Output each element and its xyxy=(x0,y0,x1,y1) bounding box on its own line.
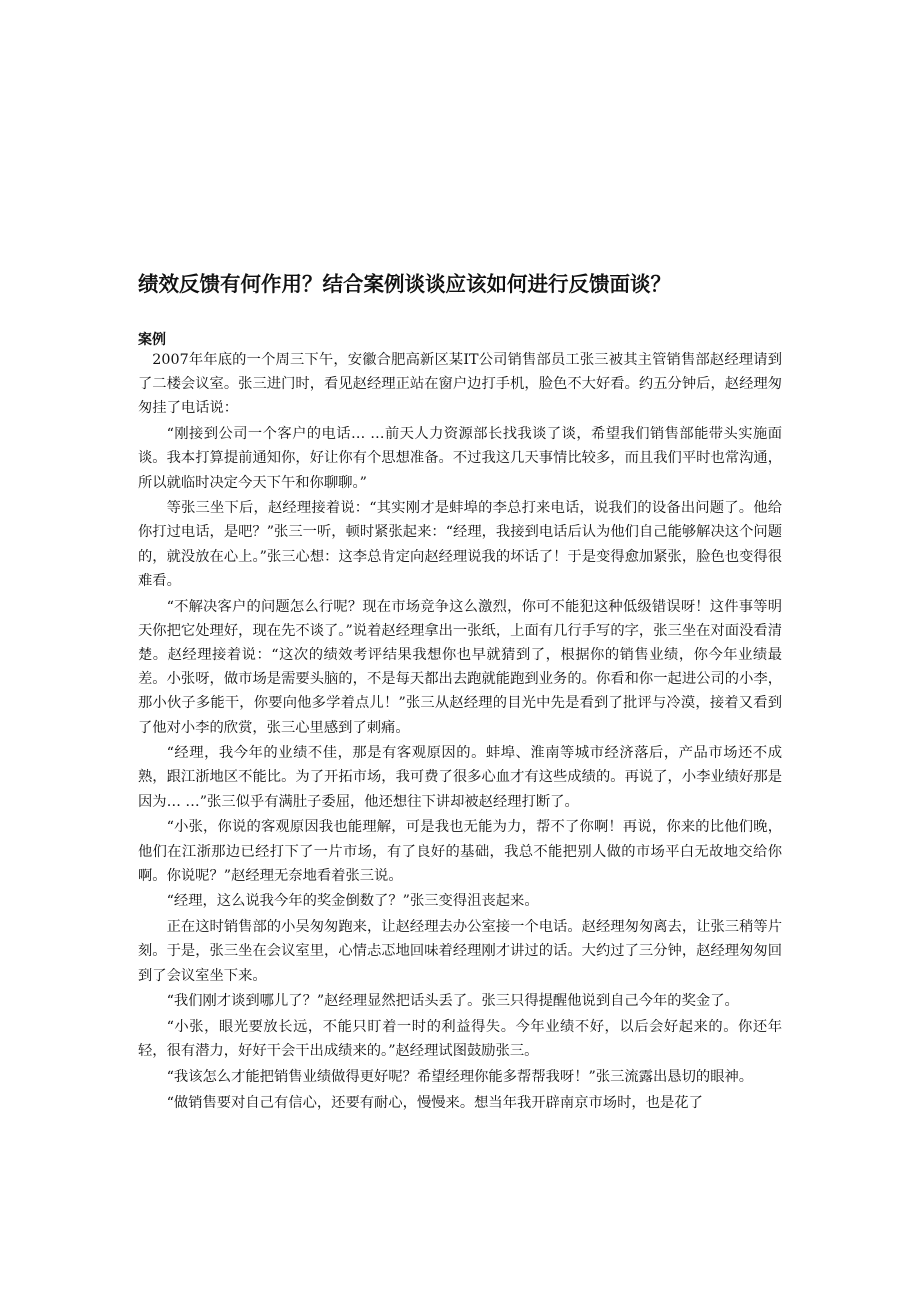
paragraph: 2007年年底的一个周三下午，安徽合肥高新区某IT公司销售部员工张三被其主管销售部赵经理请到了二楼会议室。张三进门时，看见赵经理正站在窗户边打手机，脸色不大好看。约五分钟后，赵经理匆匆挂了电话说： xyxy=(138,352,782,417)
paragraph: 正在这时销售部的小吴匆匆跑来，让赵经理去办公室接一个电话。赵经理匆匆离去，让张三稍等片刻。于是，张三坐在会议室里，心情忐忑地回味着经理刚才讲过的话。大约过了三分钟，赵经理匆匆回到了会议室坐下来。 xyxy=(138,919,782,984)
paragraph: “我该怎么才能把销售业绩做得更好呢？希望经理你能多帮帮我呀！”张三流露出恳切的眼神。 xyxy=(166,1068,754,1085)
document-title: 绩效反馈有何作用？结合案例谈谈应该如何进行反馈面谈？ xyxy=(138,272,671,296)
paragraph: “小张，眼光要放长远，不能只盯着一时的利益得失。今年业绩不好，以后会好起来的。你还年轻，很有潜力，好好干会干出成绩来的。”赵经理试图鼓励张三。 xyxy=(138,1018,782,1060)
case-body xyxy=(138,348,782,1116)
paragraph: “小张，你说的客观原因我也能理解，可是我也无能为力，帮不了你啊！再说，你来的比他们晚，他们在江浙那边已经打下了一片市场，有了良好的基础，我总不能把别人做的市场平白无故地交给你啊。你说呢？”赵经理无奈地看着张三说。 xyxy=(138,819,782,884)
paragraph: “经理，我今年的业绩不佳，那是有客观原因的。蚌埠、淮南等城市经济落后，产品市场还不成熟，跟江浙地区不能比。为了开拓市场，我可费了很多心血才有这些成绩的。再说了，小李业绩好那是因为… …”张三似乎有满肚子委屈，他还想往下讲却被赵经理打断了。 xyxy=(138,745,782,810)
section-heading: 案例 xyxy=(138,332,166,348)
paragraph: 等张三坐下后，赵经理接着说：“其实刚才是蚌埠的李总打来电话，说我们的设备出问题了。他给你打过电话，是吧？”张三一听，顿时紧张起来：“经理，我接到电话后认为他们自己能够解决这个问题的，就没放在心上。”张三心想：这李总肯定向赵经理说我的坏话了！于是变得愈加紧张，脸色也变得很难看。 xyxy=(138,500,782,589)
paragraph: “做销售要对自己有信心，还要有耐心，慢慢来。想当年我开辟南京市场时，也是花了 xyxy=(166,1094,703,1111)
paragraph: “我们刚才谈到哪儿了？”赵经理显然把话头丢了。张三只得提醒他说到自己今年的奖金了。 xyxy=(166,993,739,1010)
paragraph: “刚接到公司一个客户的电话… …前天人力资源部长找我谈了谈，希望我们销售部能带头实施面谈。我本打算提前通知你，好让你有个思想准备。不过我这几天事情比较多，而且我们平时也常沟通，所以就临时决定今天下午和你聊聊。” xyxy=(138,426,782,491)
paragraph: “不解决客户的问题怎么行呢？现在市场竞争这么激烈，你可不能犯这种低级错误呀！这件事等明天你把它处理好，现在先不谈了。”说着赵经理拿出一张纸，上面有几行手写的字，张三坐在对面没看清楚。赵经理接着说：“这次的绩效考评结果我想你也早就猜到了，根据你的销售业绩，你今年业绩最差。小张呀，做市场是需要头脑的，不是每天都出去跑就能跑到业务的。你看和你一起进公司的小李，那小伙子多能干，你要向他多学着点儿！”张三从赵经理的目光中先是看到了批评与冷漠，接着又看到了他对小李的欣赏，张三心里感到了刺痛。 xyxy=(138,598,782,736)
paragraph: “经理，这么说我今年的奖金倒数了？”张三变得沮丧起来。 xyxy=(166,893,539,910)
